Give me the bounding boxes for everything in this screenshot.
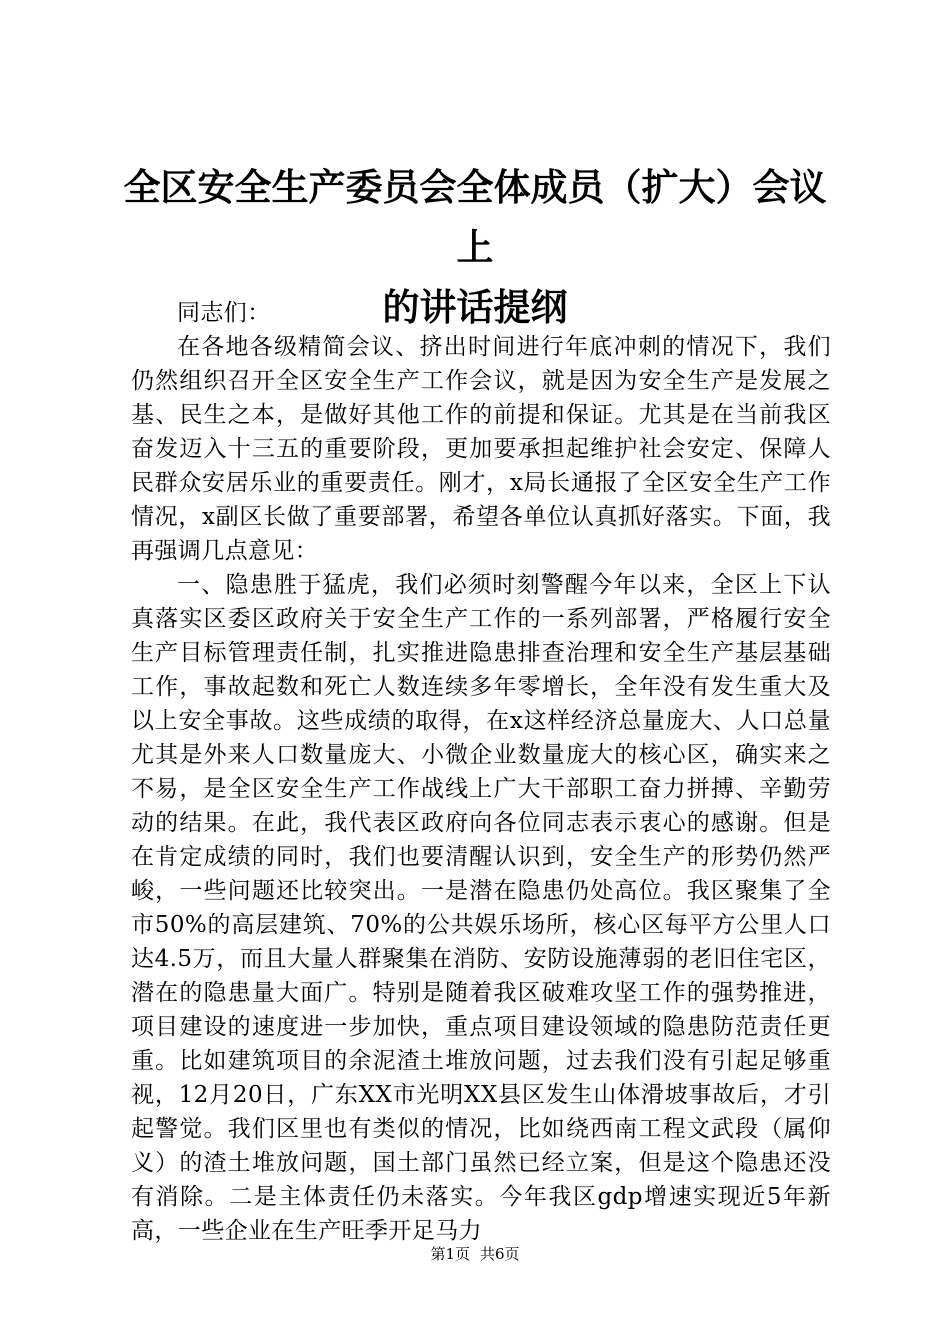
paragraph-section-1: 一、隐患胜于猛虎，我们必须时刻警醒今年以来，全区上下认真落实区委区政府关于安全生产工作的一系列部署，严格履行安全生产目标管理责任制，扎实推进隐患排查治理和安全生产基层基础工作，事故起数和死亡人数连续多年零增长，全年没有发生重大及以上安全事故。这些成绩的取得，在x这样经济总量庞大、人口总量尤其是外来人口数量庞大、小微企业数量庞大的核心区，确实来之不易，是全区安全生产工作战线上广大干部职工奋力拼搏、辛勤劳动的结果。在此，我代表区政府向各位同志表示衷心的感谢。但是在肯定成绩的同时，我们也要清醒认识到，安全生产的形势仍然严峻，一些问题还比较突出。一是潜在隐患仍处高位。我区聚集了全市50%的高层建筑、70%的公共娱乐场所，核心区每平方公里人口达4.5万，而且大量人群聚集在消防、安防设施薄弱的老旧住宅区，潜在的隐患量大面广。特别是随着我区破难攻坚工作的强势推进，项目建设的速度进一步加快，重点项目建设领域的隐患防范责任更重。比如建筑项目的余泥渣土堆放问题，过去我们没有引起足够重视，12月20日，广东XX市光明XX县区发生山体滑坡事故后，才引起警觉。我们区里也有类似的情况，比如绕西南工程文武段（属仰义）的渣土堆放问题，国土部门虽然已经立案，但是这个隐患还没有消除。二是主体责任仍未落实。今年我区gdp增速实现近5年新高，一些企业在生产旺季开足马力 [131,572,831,1244]
title-line-1: 全区安全生产委员会全体成员（扩大）会议上 [123,166,827,269]
salutation: 同志们： [177,300,271,326]
page-number: 第1页 [430,1245,470,1263]
page-total: 共6页 [480,1245,520,1263]
page-footer [0,1244,950,1264]
title-line-2: 的讲话提纲 [382,286,568,329]
document-body [131,296,831,1248]
paragraph-intro: 在各地各级精简会议、挤出时间进行年底冲刺的情况下，我们仍然组织召开全区安全生产工作会议，就是因为安全生产是发展之基、民生之本，是做好其他工作的前提和保证。尤其是在当前我区奋发迈入十三五的重要阶段，更加要承担起维护社会安定、保障人民群众安居乐业的重要责任。刚才，x局长通报了全区安全生产工作情况，x副区长做了重要部署，希望各单位认真抓好落实。下面，我再强调几点意见： [131,334,831,564]
